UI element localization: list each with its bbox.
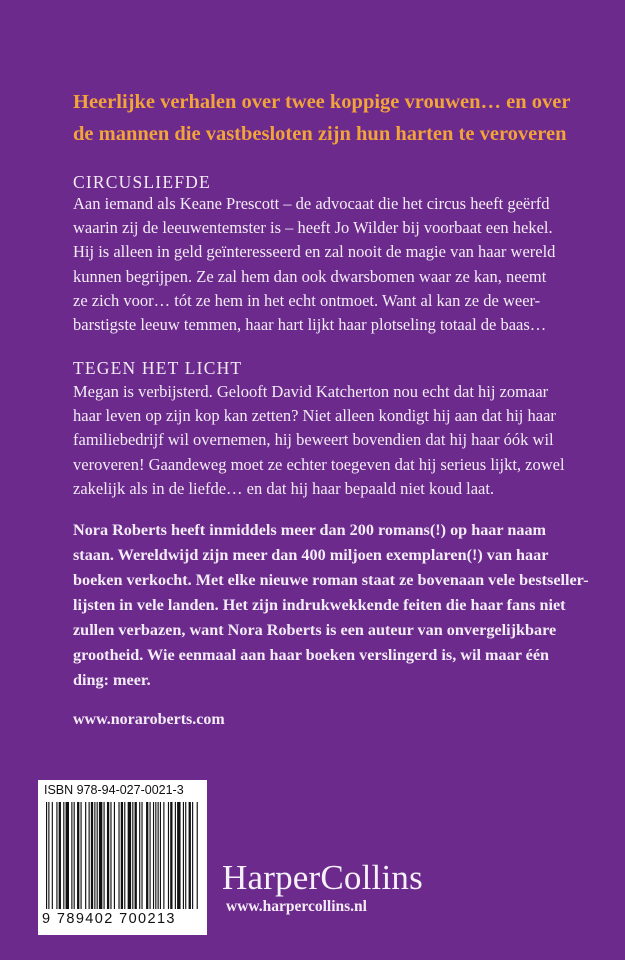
story2-line: haar leven op zijn kop kan zetten? Niet alleen kondigt hij aan dat hij haar [73, 406, 556, 426]
barcode-bar [124, 802, 125, 909]
tagline-line: Heerlijke verhalen over twee koppige vrouwen… en over [73, 91, 571, 113]
barcode-bar [158, 802, 159, 909]
story1-title: CIRCUSLIEFDE [73, 172, 211, 192]
barcode-bar [132, 802, 133, 909]
barcode-bar [189, 802, 191, 909]
barcode-bar [175, 802, 176, 909]
barcode-bar [185, 802, 186, 909]
barcode-bar [197, 802, 198, 909]
isbn-label: ISBN 978-94-027-0021-3 [44, 783, 184, 797]
story1-line: Aan iemand als Keane Prescott – de advocaat die het circus heeft geërfd [73, 194, 550, 213]
barcode-bar [139, 802, 140, 909]
barcode-bar [46, 802, 47, 909]
barcode-bar [94, 802, 95, 909]
barcode-bar [192, 802, 193, 909]
story2-line: zakelijk als in de liefde… en dat hij haar bepaald niet koud laat. [73, 478, 495, 498]
story1-line: kunnen begrijpen. Ze zal hem dan ook dwarsbomen waar ze kan, neemt [73, 266, 547, 286]
barcode-bar [160, 802, 161, 909]
barcode-bar [77, 802, 79, 909]
bio-line: ding: meer. [73, 671, 151, 689]
publisher-url[interactable]: www.harpercollins.nl [226, 898, 367, 915]
barcode-bar [150, 802, 151, 909]
author-website[interactable]: www.noraroberts.com [73, 711, 225, 728]
barcode-bar [170, 802, 172, 909]
story1-line: waarin zij de leeuwentemster is – heeft Jo Wilder bij voorbaat een hekel. [73, 218, 553, 238]
barcode-bar [107, 802, 109, 909]
story2-title: TEGEN HET LICHT [73, 358, 243, 378]
barcode-box [38, 780, 207, 935]
barcode-bar [66, 802, 69, 909]
barcode-bar [183, 802, 184, 909]
story1-line: Hij is alleen in geld geïnteresseerd en zal nooit de magie van haar wereld [73, 242, 556, 262]
publisher-logo: HarperCollins [222, 858, 423, 897]
story2-line: Megan is verbijsterd. Gelooft David Katcherton nou echt dat hij zomaar [73, 382, 549, 401]
barcode-bar [163, 802, 164, 909]
barcode-icon [46, 802, 199, 909]
barcode-bar [63, 802, 64, 909]
story1-line: ze zich voor… tót ze hem in het echt ontmoet. Want al kan ze de weer- [73, 290, 541, 310]
barcode-bar [52, 802, 53, 909]
barcode-bar [99, 802, 102, 909]
barcode-bar [74, 802, 75, 909]
barcode-bar [81, 802, 82, 909]
story2-blurb [73, 380, 593, 501]
barcode-bar [56, 802, 57, 909]
barcode-bar [104, 802, 105, 909]
barcode-bar [48, 802, 49, 909]
bio-line: Nora Roberts heeft inmiddels meer dan 200 romans(!) op haar naam [73, 521, 547, 539]
bio-line: grootheid. Wie eenmaal aan haar boeken verslingerd is, wil maar één [73, 646, 550, 664]
bio-line: lijsten in vele landen. Het zijn indrukwekkende feiten die haar fans niet [73, 596, 566, 614]
barcode-bar [71, 802, 72, 909]
story1-line: barstigste leeuw temmen, haar hart lijkt haar plotseling totaal de baas… [73, 315, 547, 335]
barcode-bar [114, 802, 115, 909]
barcode-bar [89, 802, 90, 909]
barcode-bar [155, 802, 156, 909]
barcode-bar [177, 802, 180, 909]
story2-line: veroveren! Gaandeweg moet ze echter toegeven dat hij serieus lijkt, zowel [73, 454, 565, 474]
story1-blurb [73, 192, 593, 337]
barcode-bar [121, 802, 123, 909]
barcode-bar [153, 802, 154, 909]
tagline-line: de mannen die vastbesloten zijn hun harten te veroveren [73, 123, 567, 145]
barcode-bar [59, 802, 61, 909]
barcode-bar [85, 802, 86, 909]
author-bio [73, 518, 593, 693]
bio-line: zullen verbazen, want Nora Roberts is een auteur van onvergelijkbare [73, 621, 557, 639]
barcode-bar [135, 802, 137, 909]
bio-line: staan. Wereldwijd zijn meer dan 400 miljoen exemplaren(!) van haar [73, 546, 549, 564]
story2-line: familiebedrijf wil overnemen, hij beweert bovendien dat hij haar óók wil [73, 430, 554, 450]
barcode-bar [97, 802, 98, 909]
barcode-bar [110, 802, 111, 909]
barcode-bar [91, 802, 93, 909]
barcode-bar [141, 802, 142, 909]
bio-line: boeken verkocht. Met elke nieuwe roman staat ze bovenaan vele bestseller- [73, 571, 589, 589]
barcode-digits: 9 789402 700213 [42, 911, 176, 927]
barcode-bar [168, 802, 169, 909]
tagline [73, 86, 613, 150]
barcode-bar [128, 802, 131, 909]
barcode-bar [118, 802, 119, 909]
barcode-bar [146, 802, 148, 909]
